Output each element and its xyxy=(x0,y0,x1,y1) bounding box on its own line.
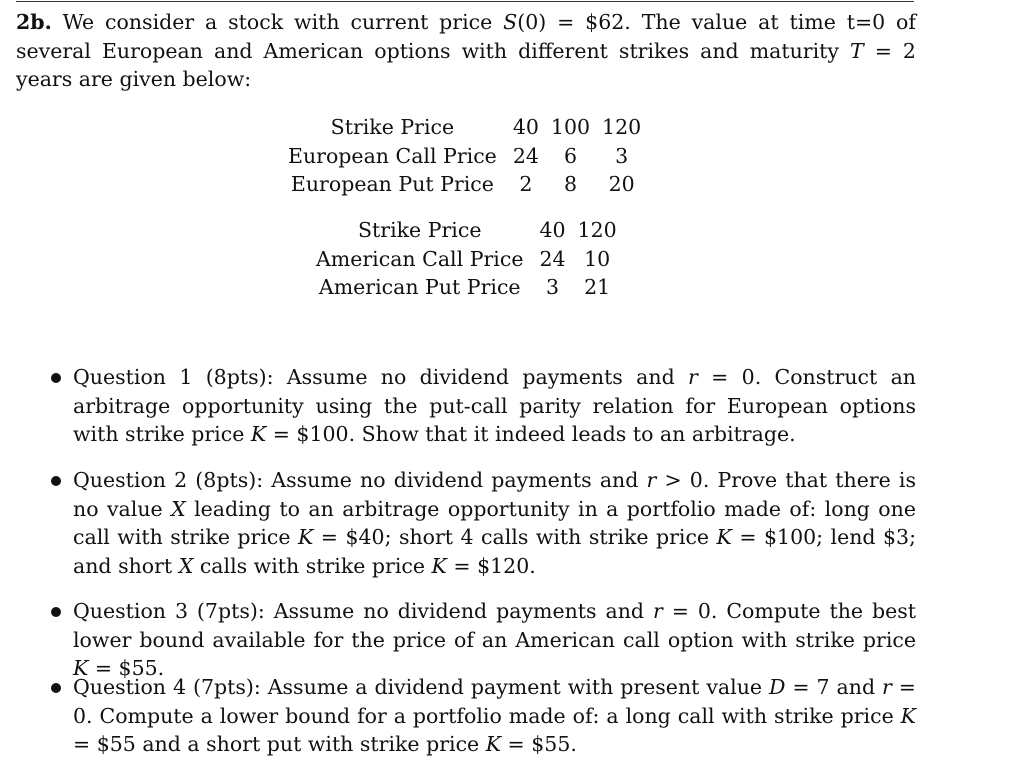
table-cell: 120 xyxy=(602,115,642,139)
math-r: r xyxy=(882,675,892,699)
question-2 xyxy=(73,466,916,580)
american-options-table xyxy=(310,216,623,302)
top-rule xyxy=(16,1,914,2)
math-d: D xyxy=(769,675,786,699)
question-text: = $40; short 4 calls with strike price xyxy=(313,525,717,549)
table-row xyxy=(310,273,623,302)
bullet-icon xyxy=(51,683,61,693)
table-cell: 21 xyxy=(584,275,611,299)
question-text: = $100. Show that it indeed leads to an arbitrage. xyxy=(266,422,796,446)
table-cell: 40 xyxy=(539,218,566,242)
table-row xyxy=(282,142,647,171)
math-x: X xyxy=(178,553,194,578)
table-row-label: European Call Price xyxy=(288,143,497,168)
table-row xyxy=(282,170,647,199)
table-cell: 3 xyxy=(615,143,629,168)
math-r: r xyxy=(646,468,657,492)
question-3 xyxy=(73,597,916,683)
table-cell: 20 xyxy=(608,172,635,196)
math-k: K xyxy=(73,656,89,680)
math-k: K xyxy=(485,732,502,756)
table-row-label: American Put Price xyxy=(318,275,521,299)
intro-text-3: years are given below: xyxy=(16,67,252,91)
math-k: K xyxy=(250,422,267,446)
math-k: K xyxy=(298,525,314,549)
question-text: = $100; lend $3; and short xyxy=(73,525,917,578)
question-text: = 0. Construct an arbitrage opportunity using the put-call parity relation for European options with strike price xyxy=(73,365,916,446)
table-cell: 6 xyxy=(563,143,577,168)
table-cell: 3 xyxy=(545,275,560,299)
math-s: S xyxy=(503,10,518,34)
math-s-arg: (0) xyxy=(517,10,547,34)
question-text: calls with strike price xyxy=(193,553,432,578)
table-cell: 10 xyxy=(584,246,611,271)
question-text: = $55. xyxy=(501,732,577,756)
table-cell: 120 xyxy=(577,218,617,242)
table-cell: 100 xyxy=(550,115,591,139)
table-row-label: European Put Price xyxy=(290,172,494,196)
bullet-icon xyxy=(51,607,61,617)
table-cell: 8 xyxy=(563,172,577,196)
problem-intro xyxy=(16,8,916,94)
european-options-table xyxy=(282,113,647,199)
problem-label: 2b. xyxy=(16,10,52,34)
question-text: = $55 and a short put with strike price xyxy=(73,732,486,756)
intro-text-2: The value at time t=0 of several European and American options with different strikes and maturity xyxy=(16,10,916,63)
question-text: > 0. Prove that there is no value xyxy=(73,468,916,521)
math-r: r xyxy=(652,599,663,623)
math-t: T xyxy=(850,38,864,63)
table-cell: 24 xyxy=(539,246,566,271)
question-text: = 0. Compute a lower bound for a portfolio made of: a long call with strike price xyxy=(73,675,916,728)
table-row xyxy=(282,113,647,142)
math-x: X xyxy=(171,496,186,521)
bullet-icon xyxy=(51,373,61,383)
intro-text-1: We consider a stock with current price xyxy=(51,10,504,34)
table-header-label: Strike Price xyxy=(330,115,455,139)
intro-eq-t: = 2 xyxy=(863,38,916,63)
question-text: Question 4 (7pts): Assume a dividend payment with present value xyxy=(73,675,769,699)
bullet-icon xyxy=(51,476,61,486)
table-header-label: Strike Price xyxy=(357,218,482,242)
intro-eq-price: = $62. xyxy=(546,10,631,34)
question-1 xyxy=(73,363,916,449)
table-cell: 24 xyxy=(512,143,539,168)
question-4 xyxy=(73,673,916,759)
question-text: Question 2 (8pts): Assume no dividend payments and xyxy=(73,468,647,492)
question-text: Question 3 (7pts): Assume no dividend payments and xyxy=(73,599,653,623)
math-k: K xyxy=(716,525,732,549)
question-text: = $120. xyxy=(446,553,536,578)
table-cell: 40 xyxy=(512,115,539,139)
question-text: Question 1 (8pts): Assume no dividend payments and xyxy=(73,365,689,389)
table-row xyxy=(310,245,623,274)
math-k: K xyxy=(431,553,447,578)
question-text: = $55. xyxy=(88,656,165,680)
question-text: = 0. Compute the best lower bound available for the price of an American call option with strike price xyxy=(73,599,916,652)
math-k: K xyxy=(900,703,916,728)
table-cell: 2 xyxy=(519,172,533,196)
table-row xyxy=(310,216,623,245)
question-text: = 7 and xyxy=(785,675,883,699)
math-r: r xyxy=(688,365,698,389)
question-text: leading to an arbitrage opportunity in a portfolio made of: long one call with strike price xyxy=(73,496,916,549)
table-row-label: American Call Price xyxy=(316,246,524,271)
